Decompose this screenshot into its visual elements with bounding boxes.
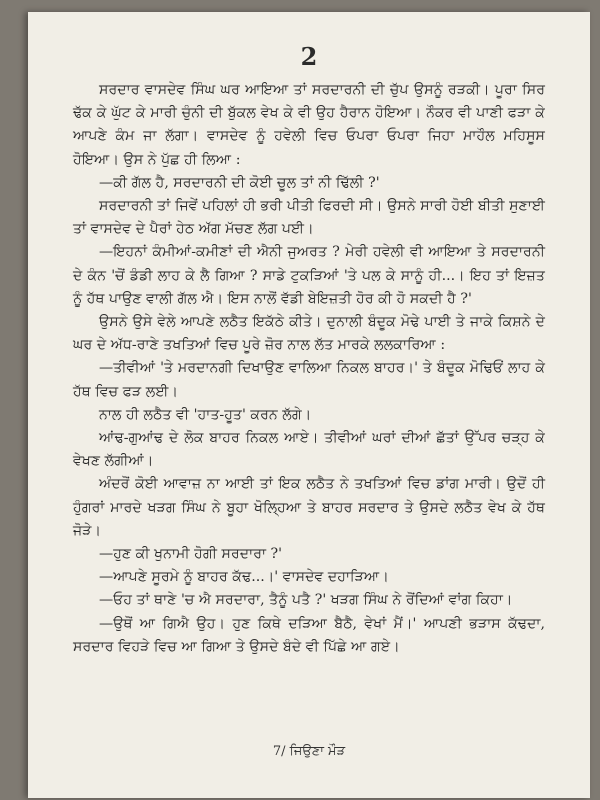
paragraph: —ਉਥੋਂ ਆ ਗਿਐ ਉਹ। ਹੁਣ ਕਿਥੇ ਦੜਿਆ ਬੈਠੈ, ਵੇਖਾਂ ਮੈਂ।' ਆਪਣੀ ਭੜਾਸ ਕੱਢਦਾ, ਸਰਦਾਰ ਵਿਹੜੇ ਵਿਚ ਆ ਗਿਆ ਤੇ ਉਸਦੇ ਬੰਦੇ ਵੀ ਪਿੱਛੇ ਆ ਗਏ। [73,615,545,655]
paragraph: —ਕੀ ਗੱਲ ਹੈ, ਸਰਦਾਰਨੀ ਦੀ ਕੋਈ ਚੂਲ ਤਾਂ ਨੀ ਢਿੱਲੀ ?' [99,174,380,191]
chapter-number: 2 [300,42,318,71]
paragraph: —ਤੀਵੀਆਂ 'ਤੇ ਮਰਦਾਨਗੀ ਦਿਖਾਉਣ ਵਾਲਿਆ ਨਿਕਲ ਬਾਹਰ।' ਤੇ ਬੰਦੂਕ ਮੋਢਿਓਂ ਲਾਹ ਕੇ ਹੱਥ ਵਿਚ ਫੜ ਲਈ। [73,360,545,400]
paragraph: —ਇਹਨਾਂ ਕੰਮੀਆਂ-ਕਮੀਣਾਂ ਦੀ ਐਨੀ ਜੁਅਰਤ ? ਮੇਰੀ ਹਵੇਲੀ ਵੀ ਆਇਆ ਤੇ ਸਰਦਾਰਨੀ ਦੇ ਕੰਨ 'ਚੋਂ ਡੰਡੀ ਲਾਹ ਕੇ ਲੈ ਗਿਆ ? ਸਾਡੇ ਟੁਕੜਿਆਂ 'ਤੇ ਪਲ ਕੇ ਸਾਨੂੰ ਹੀ...। ਇਹ ਤਾਂ ਇਜ਼ਤ ਨੂੰ ਹੱਥ ਪਾਉਣ ਵਾਲੀ ਗੱਲ ਐ। ਇਸ ਨਾਲੋਂ ਵੱਡੀ ਬੇਇਜ਼ਤੀ ਹੋਰ ਕੀ ਹੋ ਸਕਦੀ ਹੈ ?' [73,244,545,307]
paragraph: ਨਾਲ ਹੀ ਲਠੈਤ ਵੀ 'ਹਾਤ-ਹੂਤ' ਕਰਨ ਲੱਗੇ। [99,406,312,423]
paragraph: —ਆਪਣੇ ਸੂਰਮੇ ਨੂੰ ਬਾਹਰ ਕੱਢ...।' ਵਾਸਦੇਵ ਦਹਾੜਿਆ। [99,569,389,586]
paragraph: —ਓਹ ਤਾਂ ਥਾਣੇ 'ਚ ਐ ਸਰਦਾਰਾ, ਤੈਨੂੰ ਪਤੈ ?' ਖੜਗ ਸਿੰਘ ਨੇ ਰੋਂਦਿਆਂ ਵਾਂਗ ਕਿਹਾ। [99,592,513,609]
paragraph: ਅੰਦਰੋਂ ਕੋਈ ਆਵਾਜ਼ ਨਾ ਆਈ ਤਾਂ ਇਕ ਲਠੈਤ ਨੇ ਤਖਤਿਆਂ ਵਿਚ ਡਾਂਗ ਮਾਰੀ। ਉਦੋਂ ਹੀ ਹੁੰਗਰਾਂ ਮਾਰਦੇ ਖੜਗ ਸਿੰਘ ਨੇ ਬੂਹਾ ਖੋਲ੍ਹਿਆ ਤੇ ਬਾਹਰ ਸਰਦਾਰ ਤੇ ਉਸਦੇ ਲਠੈਤ ਵੇਖ ਕੇ ਹੱਥ ਜੋੜੇ। [73,476,545,539]
paragraph: ਆਂਢ-ਗੁਆਂਢ ਦੇ ਲੋਕ ਬਾਹਰ ਨਿਕਲ ਆਏ। ਤੀਵੀਆਂ ਘਰਾਂ ਦੀਆਂ ਛੱਤਾਂ ਉੱਪਰ ਚੜ੍ਹ ਕੇ ਵੇਖਣ ਲੱਗੀਆਂ। [73,430,545,470]
paragraph: ਸਰਦਾਰਨੀ ਤਾਂ ਜਿਵੇਂ ਪਹਿਲਾਂ ਹੀ ਭਰੀ ਪੀਤੀ ਫਿਰਦੀ ਸੀ। ਉਸਨੇ ਸਾਰੀ ਹੋਈ ਬੀਤੀ ਸੁਣਾਈ ਤਾਂ ਵਾਸਦੇਵ ਦੇ ਪੈਰਾਂ ਹੇਠ ਅੱਗ ਮੱਚਣ ਲੱਗ ਪਈ। [73,198,545,238]
chapter-body [73,79,545,659]
paragraph: —ਹੁਣ ਕੀ ਖੁਨਾਮੀ ਹੋਗੀ ਸਰਦਾਰਾ ?' [99,546,283,563]
paragraph: ਉਸਨੇ ਉਸੇ ਵੇਲੇ ਆਪਣੇ ਲਠੈਤ ਇਕੱਠੇ ਕੀਤੇ। ਦੁਨਾਲੀ ਬੰਦੂਕ ਮੋਢੇ ਪਾਈ ਤੇ ਜਾਕੇ ਕਿਸ਼ਨੇ ਦੇ ਘਰ ਦੇ ਅੱਧ-ਰਾਣੇ ਤਖਤਿਆਂ ਵਿਚ ਪੂਰੇ ਜ਼ੋਰ ਨਾਲ ਲੱਤ ਮਾਰਕੇ ਲਲਕਾਰਿਆ : [73,314,545,354]
page-footer: 7/ ਜਿਉਣਾ ਮੌੜ [272,744,346,759]
book-page [28,12,590,798]
paragraph: ਸਰਦਾਰ ਵਾਸਦੇਵ ਸਿੰਘ ਘਰ ਆਇਆ ਤਾਂ ਸਰਦਾਰਨੀ ਦੀ ਚੁੱਪ ਉਸਨੂੰ ਰੜਕੀ। ਪੂਰਾ ਸਿਰ ਢੱਕ ਕੇ ਘੁੱਟ ਕੇ ਮਾਰੀ ਚੁੰਨੀ ਦੀ ਬੁੱਕਲ ਵੇਖ ਕੇ ਵੀ ਉਹ ਹੈਰਾਨ ਹੋਇਆ। ਨੌਕਰ ਵੀ ਪਾਣੀ ਫੜਾ ਕੇ ਆਪਣੇ ਕੰਮ ਜਾ ਲੱਗਾ। ਵਾਸਦੇਵ ਨੂੰ ਹਵੇਲੀ ਵਿਚ ਓਪਰਾ ਓਪਰਾ ਜਿਹਾ ਮਾਹੌਲ ਮਹਿਸੂਸ ਹੋਇਆ। ਉਸ ਨੇ ਪੁੱਛ ਹੀ ਲਿਆ : [73,82,545,168]
page-content [73,42,545,659]
